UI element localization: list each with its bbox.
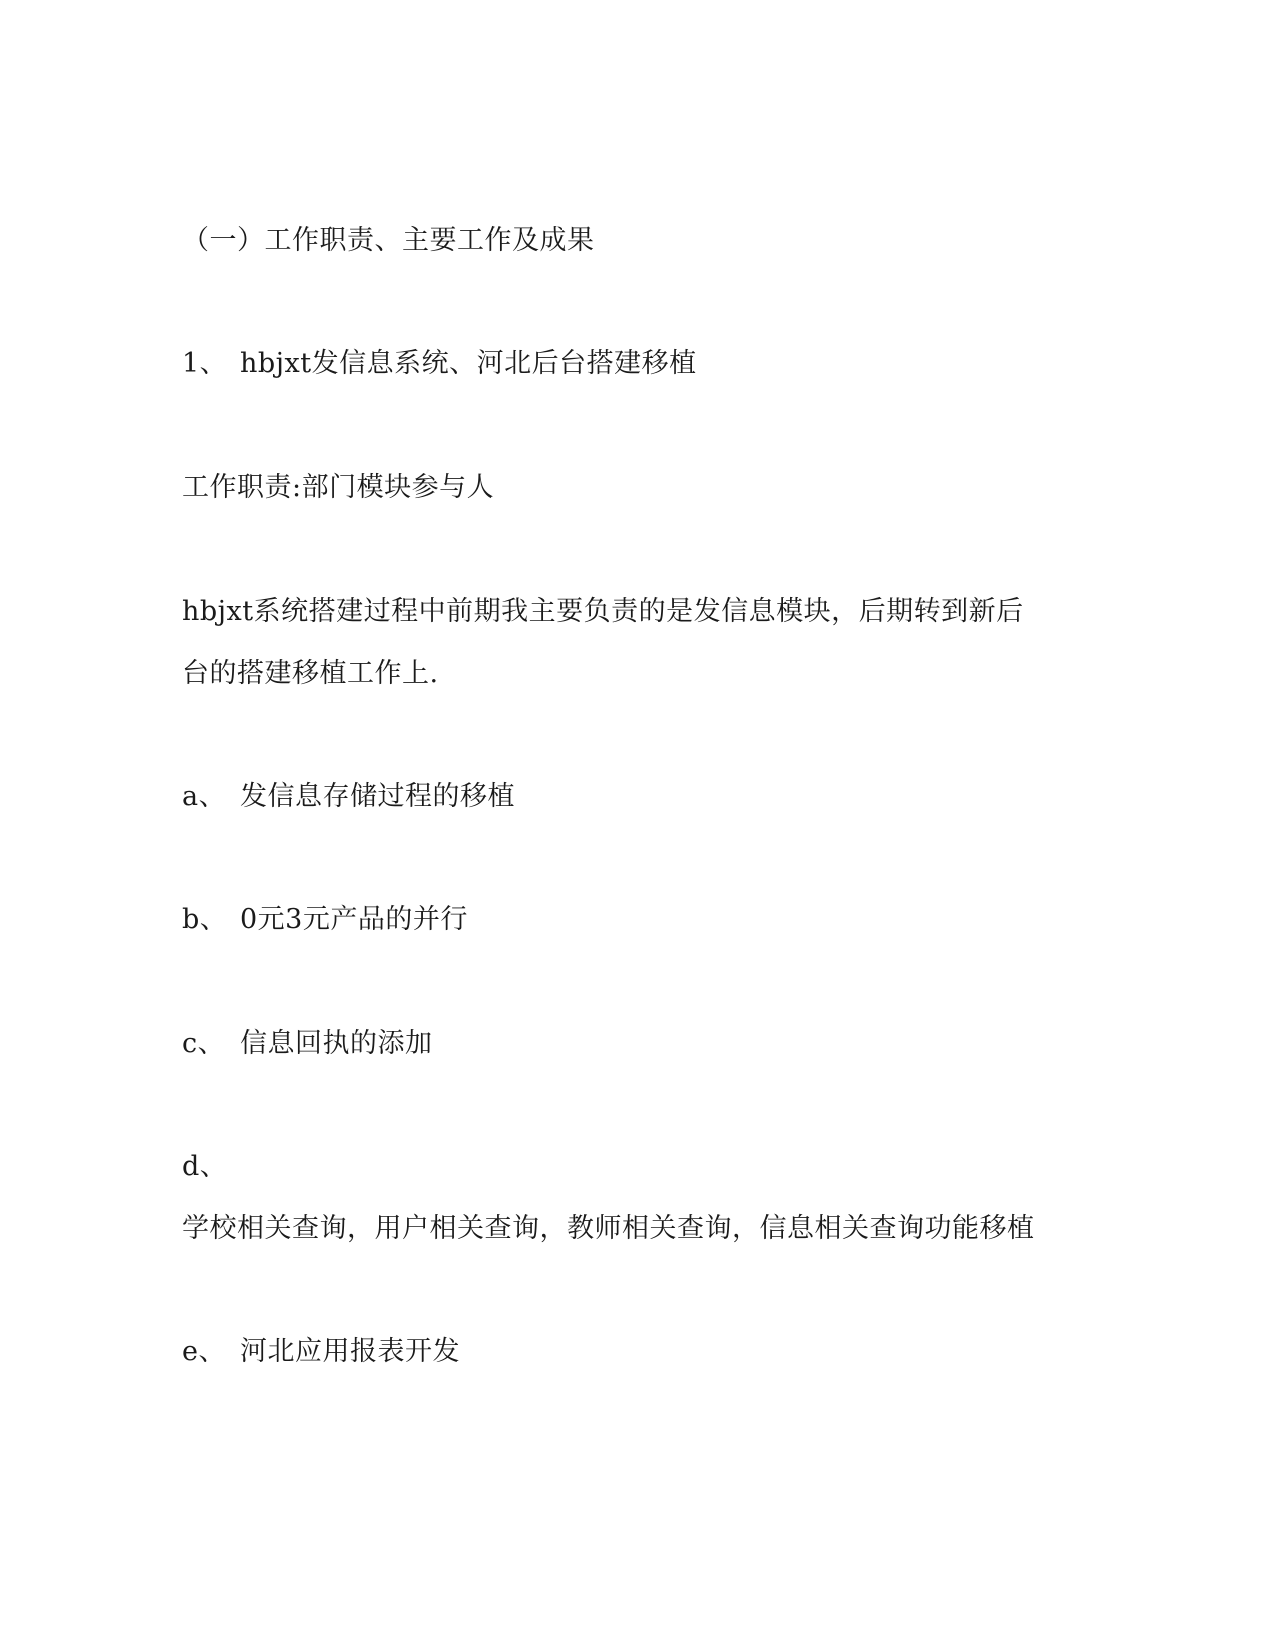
list-item-b: [182, 903, 468, 937]
list-text-b: 0元3元产品的并行: [240, 904, 468, 935]
list-item-e: [182, 1335, 460, 1369]
list-marker-b: b、: [182, 904, 228, 935]
list-text-a: 发信息存储过程的移植: [240, 781, 515, 812]
list-item-c: [182, 1027, 433, 1061]
list-text-e: 河北应用报表开发: [240, 1336, 460, 1367]
list-item-d-continuation: 学校相关查询，用户相关查询，教师相关查询，信息相关查询功能移植: [182, 1213, 1035, 1244]
list-marker-a: a、: [182, 781, 227, 812]
list-item-a: [182, 780, 515, 814]
item-1-number: 1、: [182, 348, 228, 379]
list-marker-d: d、: [182, 1151, 228, 1182]
section-heading: （一）工作职责、主要工作及成果: [182, 225, 595, 256]
item-1-title: hbjxt发信息系统、河北后台搭建移植: [240, 348, 697, 379]
item-1-heading: [182, 347, 697, 381]
paragraph-line-1: hbjxt系统搭建过程中前期我主要负责的是发信息模块，后期转到新后: [182, 596, 1024, 627]
list-item-d: [182, 1150, 240, 1184]
paragraph-line-2: 台的搭建移植工作上.: [182, 658, 439, 689]
list-text-c: 信息回执的添加: [240, 1028, 433, 1059]
duty-line: 工作职责:部门模块参与人: [182, 472, 495, 503]
list-marker-e: e、: [182, 1336, 226, 1367]
list-marker-c: c、: [182, 1028, 226, 1059]
